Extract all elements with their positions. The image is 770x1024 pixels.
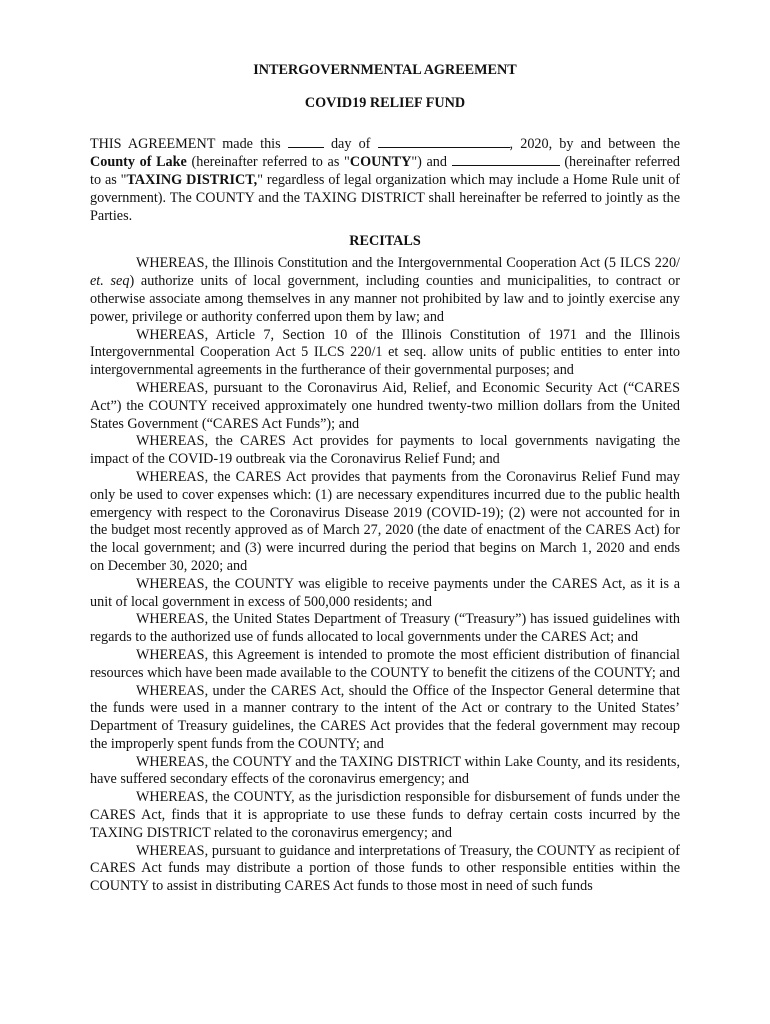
intro-text-6: (hereinafter referred to as " <box>90 154 681 189</box>
document-subtitle: COVID19 RELIEF FUND <box>304 94 466 111</box>
month-blank <box>378 135 510 148</box>
document-title: INTERGOVERNMENTAL AGREEMENT <box>253 62 517 78</box>
recital-1-et-seq: et. seq <box>90 273 130 290</box>
recital-paragraph <box>90 255 680 326</box>
recital-paragraph: WHEREAS, under the CARES Act, should the Office of the Inspector General determine that the funds were used in a manner contrary to the intent of the Act or contrary to the United States’ Department of Treasury guidelines, the CARES Act provides that the federal government may recoup the improperly spent funds from the COUNTY; and <box>90 682 680 752</box>
taxing-district-defined-term: TAXING DISTRICT, <box>126 172 258 189</box>
intro-text-7: " regardless of legal organization which may include a Home Rule unit of government). The COUNTY and the TAXING DISTRICT shall hereinafter be referred to jointly as the Parties. <box>90 172 681 224</box>
recital-1-text-b: ) authorize units of local government, including counties and municipalities, to contract or otherwise associate among themselves in any manner not prohibited by law and to jointly exercise any power, privilege or authority conferred upon them by law; and <box>90 273 681 325</box>
recital-paragraph: WHEREAS, this Agreement is intended to promote the most efficient distribution of financial resources which have been made available to the COUNTY to benefit the citizens of the COUNTY; and <box>90 646 680 681</box>
recital-1-text-a: WHEREAS, the Illinois Constitution and the Intergovernmental Cooperation Act (5 ILCS 220/ <box>136 255 680 272</box>
intro-paragraph <box>90 135 680 226</box>
recital-paragraph: WHEREAS, the COUNTY, as the jurisdiction responsible for disbursement of funds under the CARES Act, finds that it is appropriate to use these funds to defray certain costs incurred by the TAXING DISTRICT related to the coronavirus emergency; and <box>90 789 680 841</box>
document-page <box>90 62 680 896</box>
intro-text-2: day of <box>330 135 371 152</box>
recital-paragraph: WHEREAS, the CARES Act provides that payments from the Coronavirus Relief Fund may only be used to cover expenses which: (1) are necessary expenditures incurred due to the public health emergency with respect to the Coronavirus Disease 2019 (COVID-19); (2) were not accounted for in the budget most recently approved as of March 27, 2020 (the date of enactment of the CARES Act) for the local government; and (3) were incurred during the period that begins on March 1, 2020 and ends on December 30, 2020; and <box>90 468 680 574</box>
intro-text-1: THIS AGREEMENT made this <box>90 135 281 152</box>
recital-paragraph: WHEREAS, Article 7, Section 10 of the Illinois Constitution of 1971 and the Illinois Intergovernmental Cooperation Act 5 ILCS 220/1 et seq. allow units of public entities to enter into intergovernmental agreements in the furtherance of their governmental purposes; and <box>90 326 680 379</box>
intro-text-3: , 2020, by and between the <box>509 135 681 152</box>
recital-paragraph: WHEREAS, pursuant to guidance and interpretations of Treasury, the COUNTY as recipient of CARES Act funds may distribute a portion of those funds to other responsible entities within the COUNTY to assist in distributing CARES Act funds to those most in need of such funds <box>90 842 680 895</box>
recitals-heading: RECITALS <box>349 232 421 249</box>
recital-paragraph: WHEREAS, pursuant to the Coronavirus Aid, Relief, and Economic Security Act (“CARES Act”) the COUNTY received approximately one hundred twenty-two million dollars from the United States Government (“CARES Act Funds”); and <box>90 379 680 432</box>
recital-paragraph: WHEREAS, the CARES Act provides for payments to local governments navigating the impact of the COVID-19 outbreak via the Coronavirus Relief Fund; and <box>90 433 680 468</box>
recital-paragraph: WHEREAS, the United States Department of Treasury (“Treasury”) has issued guidelines with regards to the authorized use of funds allocated to local governments under the CARES Act; and <box>90 611 680 646</box>
day-blank <box>288 135 324 148</box>
county-of-lake: County of Lake <box>90 154 187 171</box>
intro-text-5: ") and <box>411 154 447 171</box>
taxing-district-blank <box>452 153 560 166</box>
recital-paragraph: WHEREAS, the COUNTY and the TAXING DISTRICT within Lake County, and its residents, have suffered secondary effects of the coronavirus emergency; and <box>90 753 680 788</box>
county-defined-term: COUNTY <box>349 154 412 171</box>
recital-paragraph: WHEREAS, the COUNTY was eligible to receive payments under the CARES Act, as it is a unit of local government in excess of 500,000 residents; and <box>90 575 680 610</box>
intro-text-4: (hereinafter referred to as " <box>191 154 350 171</box>
